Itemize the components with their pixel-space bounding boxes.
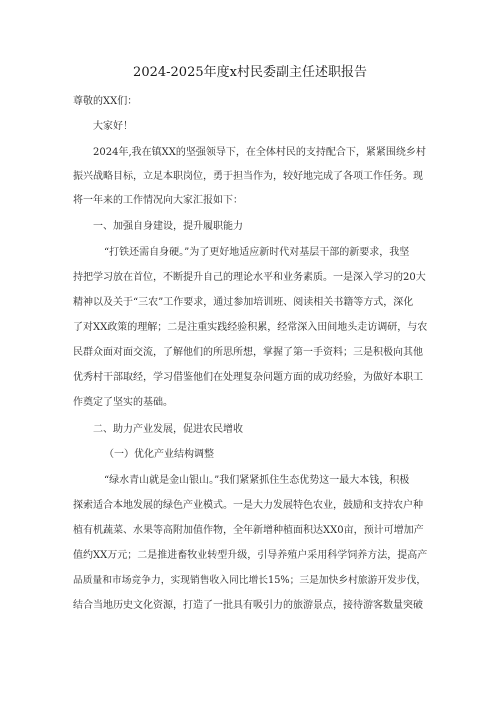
body-line: 探索适合本地发展的绿色产业模式。一是大力发展特色农业，鼓励和支持农户种: [73, 500, 423, 511]
greeting: 大家好！: [93, 121, 133, 132]
section-heading: 一、加强自身建设，提升履职能力: [93, 221, 243, 232]
body-line: 优秀村干部取经，学习借鉴他们在处理复杂问题方面的成功经验，为做好本职工: [73, 372, 423, 383]
body-line: 值约XX万元；二是推进畜牧业转型升级，引导养殖户采用科学饲养方法，提高产: [73, 550, 428, 561]
salutation: 尊敬的XX们：: [73, 96, 138, 107]
body-line: 民群众面对面交流，了解他们的所思所想，掌握了第一手资料；三是积极向其他: [73, 347, 423, 358]
body-line: 植有机蔬菜、水果等高附加值作物，全年新增种植面积达XX0亩，预计可增加产: [73, 525, 424, 536]
body-line: 结合当地历史文化资源，打造了一批具有吸引力的旅游景点，接待游客数量突破: [73, 600, 423, 611]
body-line: 品质量和市场竞争力，实现销售收入同比增长15%；三是加快乡村旅游开发步伐，: [73, 575, 427, 586]
body-line: “绿水青山就是金山银山。”我们紧紧抓住生态优势这一最大本钱，积极: [104, 475, 410, 486]
body-line: 精神以及关于“三农”工作要求，通过参加培训班、阅读相关书籍等方式，深化: [73, 297, 414, 308]
intro-line: 2024年,我在镇XX的坚强领导下，在全体村民的支持配合下，紧紧围绕乡村: [93, 147, 426, 158]
section-heading: 二、助力产业发展，促进农民增收: [93, 424, 243, 435]
intro-line: 将一年来的工作情况向大家汇报如下：: [73, 195, 243, 206]
body-line: 了对XX政策的理解；二是注重实践经验积累，经常深入田间地头走访调研，与农: [73, 322, 428, 333]
body-line: 持把学习放在首位，不断提升自己的理论水平和业务素质。一是深入学习的20大: [73, 272, 426, 283]
body-line: 作奠定了坚实的基础。: [73, 397, 173, 408]
subsection-heading: （一）优化产业结构调整: [104, 449, 214, 460]
body-line: “打铁还需自身硬。”为了更好地适应新时代对基层干部的新要求，我坚: [104, 247, 410, 258]
document-title: 2024-2025年度x村民委副主任述职报告: [133, 65, 367, 80]
intro-line: 振兴战略目标，立足本职岗位，勇于担当作为，较好地完成了各项工作任务。现: [73, 171, 423, 182]
